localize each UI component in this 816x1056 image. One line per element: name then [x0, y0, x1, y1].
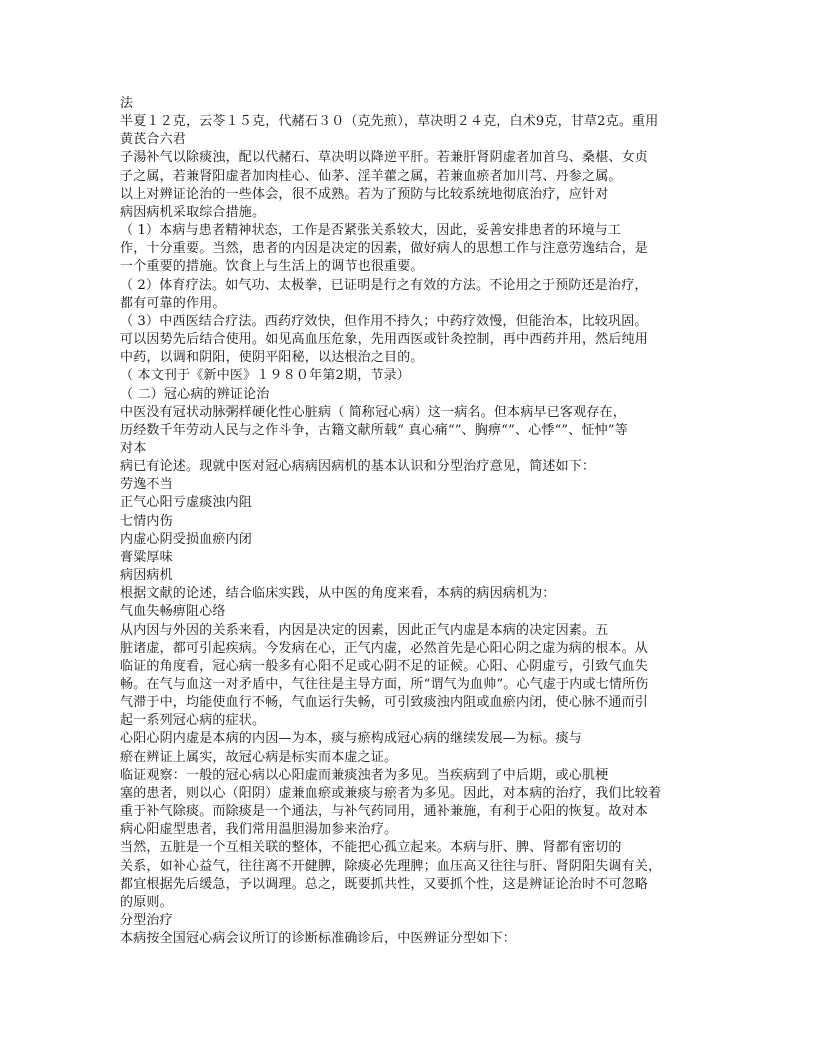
text-line: 正气心阳亏虚痰浊内阻: [120, 495, 253, 511]
text-line: 临证的角度看，冠心病一般多有心阳不足或心阴不足的证候。心阳、心阴虚亏，引致气血失: [120, 658, 649, 674]
text-line: 黄芪合六君: [120, 132, 187, 148]
text-line: 气血失畅痹阻心络: [120, 604, 226, 620]
text-line: （ 3）中西医结合疗法。西药疗效快，但作用不持久；中药疗效慢，但能治本，比较巩固。: [120, 313, 648, 329]
text-line: 畅。在气与血这一对矛盾中，气往往是主导方面，所“谓气为血帅”。心气虚于内或七情所伤: [120, 677, 649, 692]
text-line: （ 2）体育疗法。如气功、太极拳，已证明是行之有效的方法。不论用之于预防还是治疗，: [120, 277, 648, 293]
text-line: 病因病机: [120, 568, 173, 584]
text-line: 一个重要的措施。饮食上与生活上的调节也很重要。: [120, 259, 424, 275]
text-line: 塞的患者，则以心（阳阴）虚兼血瘀或兼痰与瘀者为多见。因此，对本病的治疗，我们比较着: [120, 785, 662, 801]
text-line: 内虚心阴受损血瘀内闭: [120, 531, 253, 547]
text-line: 以上对辨证论治的一些体会，很不成熟。若为了预防与比较系统地彻底治疗，应针对: [120, 186, 609, 202]
text-line: （ 1）本病与患者精神状态，工作是否紧张关系较大，因此，妥善安排患者的环境与工: [120, 223, 622, 239]
text-line: 子之属，若兼肾阳虚者加肉桂心、仙茅、淫羊藿之属，若兼血瘀者加川芎、丹参之属。: [120, 168, 622, 184]
text-line: 中药，以调和阴阳，使阴平阳秘，以达根治之目的。: [120, 350, 424, 366]
text-line: 的原则。: [120, 894, 173, 910]
text-line: 心阳心阴内虚是本病的内因—为本，痰与瘀构成冠心病的继续发展—为标。痰与: [120, 731, 583, 747]
text-line: 中医没有冠状动脉粥样硬化性心脏病（ 简称冠心病）这一病名。但本病早已客观存在，: [120, 404, 626, 420]
text-line: 七情内伤: [120, 513, 173, 529]
text-line: 本病按全国冠心病会议所订的诊断标准确诊后，中医辨证分型如下：: [120, 931, 517, 947]
text-line: 历经数千年劳动人民与之作斗争，古籍文献所载“ 真心痛“”、胸痹“”、心悸“”、怔忡”等: [120, 422, 628, 438]
text-line: 气滞于中，均能使血行不畅，气血运行失畅，可引致痰浊内阻或血瘀内闭，使心脉不通而引: [120, 695, 649, 711]
text-line: 分型治疗: [120, 913, 173, 929]
text-line: 重于补气除痰。而除痰是一个通法，与补气药同用，通补兼施，有利于心阳的恢复。故对本: [120, 804, 649, 820]
text-line: 劳逸不当: [120, 477, 173, 493]
text-line: 对本: [120, 440, 147, 456]
text-line: 法: [120, 96, 134, 111]
text-line: 当然，五脏是一个互相关联的整体，不能把心孤立起来。本病与肝、脾、肾都有密切的: [120, 840, 622, 856]
text-line: 都宜根据先后缓急，予以调理。总之，既要抓共性，又要抓个性，这是辨证论治时不可忽略: [120, 876, 649, 892]
text-line: 子湯补气以除痰浊，配以代赭石、草决明以降逆平肝。若兼肝肾阴虚者加首乌、桑椹、女贞: [120, 150, 649, 166]
text-line: （ 二）冠心病的辨证论治: [120, 386, 270, 402]
text-line: 病心阳虚型患者，我们常用温胆湯加参来治疗。: [120, 822, 398, 838]
text-line: 病因病机采取综合措施。: [120, 204, 266, 220]
text-line: 膏粱厚味: [120, 549, 173, 565]
text-line: 从内因与外因的关系来看，内因是决定的因素，因此正气内虚是本病的决定因素。五: [120, 622, 609, 638]
text-line: 都有可靠的作用。: [120, 295, 226, 311]
text-line: 可以因势先后结合使用。如见高血压危象，先用西医或针灸控制，再中西药并用，然后纯用: [120, 332, 649, 348]
text-line: 脏诸虚，都可引起疾病。今发病在心，正气内虚，必然首先是心阳心阴之虚为病的根本。从: [120, 640, 649, 656]
document-page: [120, 95, 710, 948]
text-line: 瘀在辨证上属实，故冠心病是标实而本虚之证。: [120, 749, 398, 765]
text-line: 病已有论述。现就中医对冠心病病因病机的基本认识和分型治疗意见，简述如下：: [120, 459, 596, 475]
text-line: 作，十分重要。当然，患者的内因是决定的因素，做好病人的思想工作与注意劳逸结合，是: [120, 241, 649, 257]
text-line: 临证观察：一般的冠心病以心阳虚而兼痰浊者为多见。当疾病到了中后期，或心肌梗: [120, 767, 609, 783]
text-line: 起一系列冠心病的症状。: [120, 713, 266, 729]
text-line: 关系，如补心益气，往往离不开健脾，除痰必先理脾；血压高又往往与肝、肾阴阳失调有关，: [120, 858, 662, 874]
text-line: （ 本文刊于《新中医》１９８０年第2期，节录）: [120, 368, 411, 384]
text-line: 根据文献的论述，结合临床实践，从中医的角度来看，本病的病因病机为：: [120, 586, 556, 602]
text-line: 半夏１２克，云苓１５克，代赭石３０（克先煎），草决明２４克，白术9克，甘草2克。重用: [120, 114, 659, 130]
